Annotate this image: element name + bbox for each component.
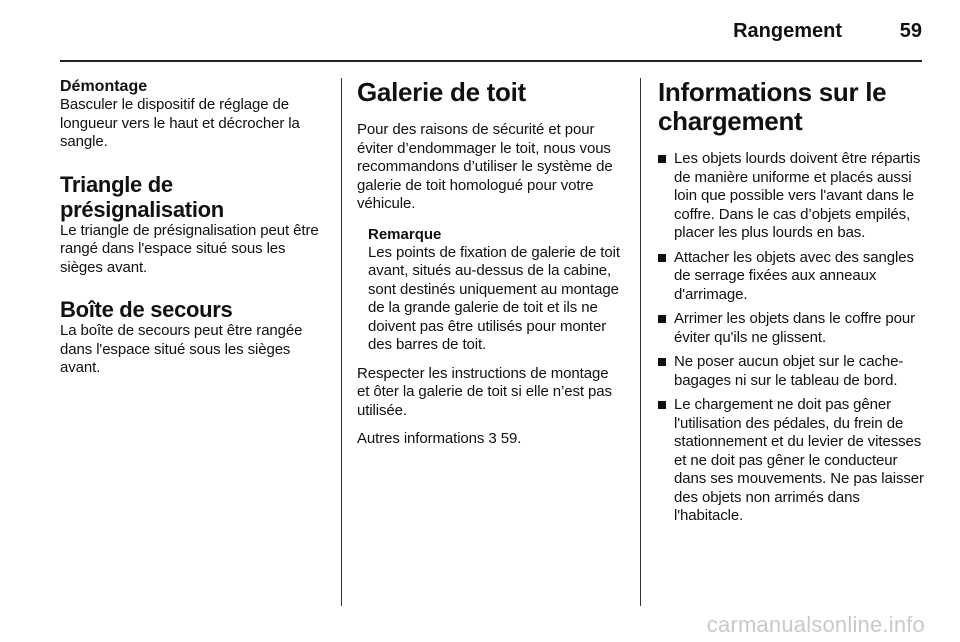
list-item: Arrimer les objets dans le coffre pour éviter qu'ils ne glissent. xyxy=(658,310,924,347)
column-3 xyxy=(658,78,924,532)
column-divider-1 xyxy=(341,78,342,606)
galerie-heading: Galerie de toit xyxy=(357,77,526,107)
column-2 xyxy=(357,78,623,449)
watermark: carmanualsonline.info xyxy=(706,612,925,637)
secours-text: La boîte de secours peut être rangée dans l'espace situé sous les sièges avant. xyxy=(60,322,303,376)
list-item: Attacher les objets avec des sangles de serrage fixées aux anneaux d'arrimage. xyxy=(658,249,924,305)
note-label: Remarque xyxy=(368,225,442,243)
more-info-page-link[interactable]: 59. xyxy=(500,430,522,447)
triangle-text: Le triangle de présignalisation peut être rangé dans l'espace situé sous les sièges avant. xyxy=(60,221,319,276)
bullet-square-icon xyxy=(658,155,666,163)
cross-reference-arrow-icon[interactable]: 3 xyxy=(488,430,497,447)
galerie-instructions: Respecter les instructions de montage et ôter la galerie de toit si elle n’est pas utilisée. xyxy=(357,364,612,419)
section-title: Rangement xyxy=(733,20,842,42)
chargement-heading: Informations sur le chargement xyxy=(658,77,887,136)
bullet-square-icon xyxy=(658,358,666,366)
more-info xyxy=(357,430,623,449)
chargement-list xyxy=(658,150,924,526)
bullet-square-icon xyxy=(658,315,666,323)
bullet-square-icon xyxy=(658,254,666,262)
secours-heading: Boîte de secours xyxy=(60,297,233,322)
header-rule xyxy=(60,60,922,62)
page-number: 59 xyxy=(899,20,922,42)
list-item: Ne poser aucun objet sur le cache-bagages ni sur le tableau de bord. xyxy=(658,353,924,390)
column-1 xyxy=(60,78,328,378)
column-divider-2 xyxy=(640,78,641,606)
demontage-heading: Démontage xyxy=(60,78,148,95)
galerie-intro: Pour des raisons de sécurité et pour éviter d’endommager le toit, nous vous recommandons d’utiliser le système de galerie de toit homologué pour votre véhicule. xyxy=(357,121,613,212)
demontage-text: Basculer le dispositif de réglage de longueur vers le haut et décrocher la sangle. xyxy=(60,96,300,150)
triangle-heading: Triangle de présignalisation xyxy=(60,171,224,222)
list-item: Les objets lourds doivent être répartis de manière uniforme et placés aussi loin que possible vers l'avant dans le coffre. Dans le cas d’objets empilés, placer les plus lourds en bas. xyxy=(658,150,924,243)
list-item: Le chargement ne doit pas gêner l'utilisation des pédales, du frein de stationnement et du levier de vitesses et ne doit pas gêner le conducteur dans ses mouvements. Ne pas laisser des objets non arrimés dans l'habitacle. xyxy=(658,396,924,526)
note-block xyxy=(357,226,623,355)
bullet-square-icon xyxy=(658,401,666,409)
note-text: Les points de fixation de galerie de toit avant, situés au-dessus de la cabine, sont destinés uniquement au montage de la grande galerie de toit et ils ne doivent pas être utilisés pour monter des barres de toit. xyxy=(368,243,620,353)
more-info-text: Autres informations xyxy=(357,430,485,447)
